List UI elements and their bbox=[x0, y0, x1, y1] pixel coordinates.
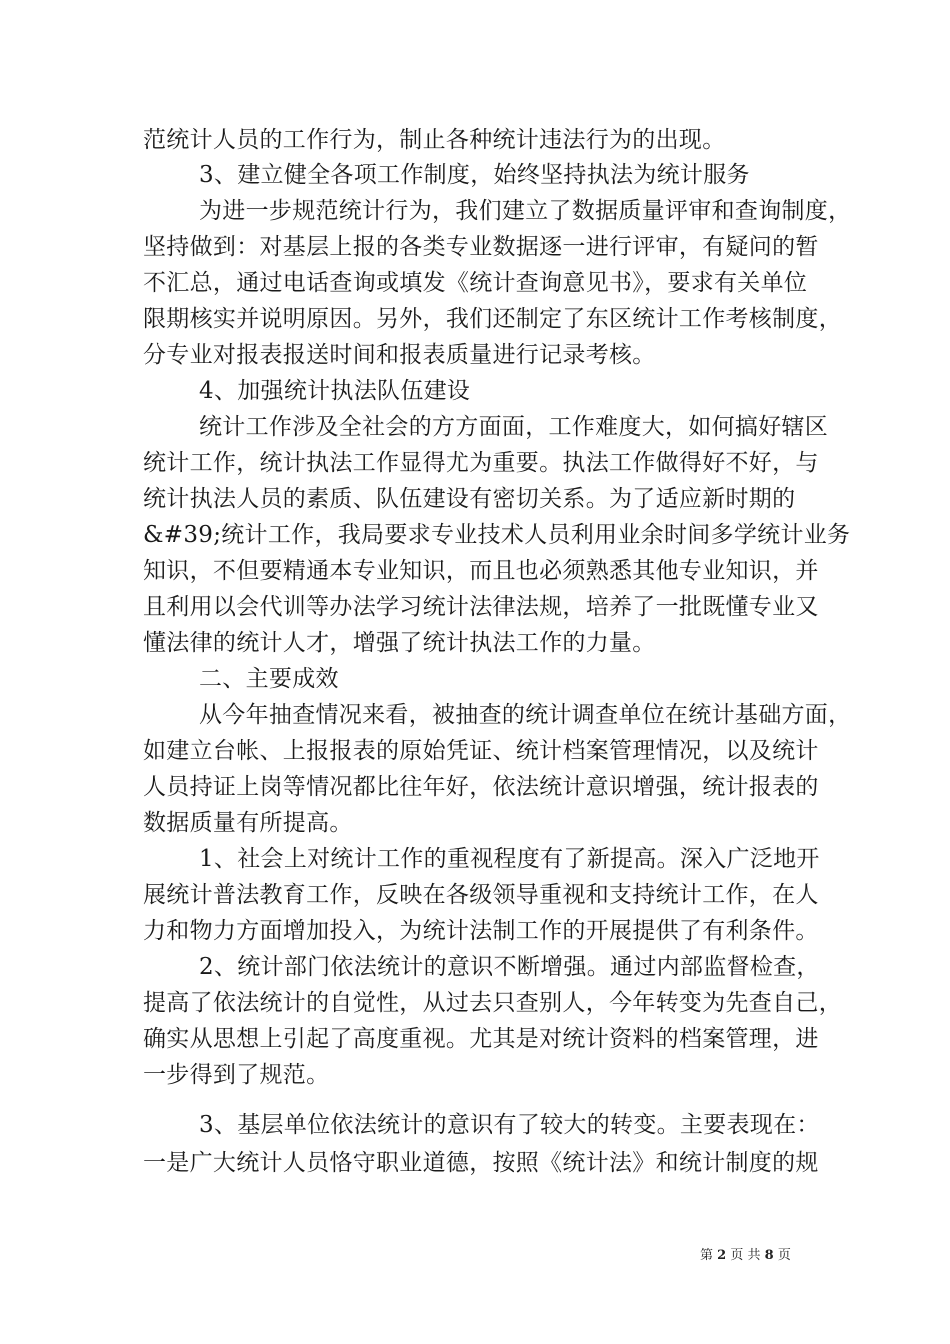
text-line: 力和物力方面增加投入，为统计法制工作的开展提供了有利条件。 bbox=[143, 918, 819, 944]
text-line: 限期核实并说明原因。另外，我们还制定了东区统计工作考核制度， bbox=[143, 306, 842, 332]
footer-prefix: 第 bbox=[700, 1248, 714, 1263]
text-line: 分专业对报表报送时间和报表质量进行记录考核。 bbox=[143, 342, 656, 368]
text-line: 数据质量有所提高。 bbox=[143, 810, 353, 836]
page-footer bbox=[700, 1247, 791, 1265]
text-line: 1、社会上对统计工作的重视程度有了新提高。深入广泛地开 bbox=[199, 846, 820, 872]
text-line: 如建立台帐、上报报表的原始凭证、统计档案管理情况，以及统计 bbox=[143, 738, 819, 764]
text-line: 懂法律的统计人才，增强了统计执法工作的力量。 bbox=[143, 630, 656, 656]
total-page-count: 8 bbox=[764, 1248, 774, 1263]
footer-suffix: 页 bbox=[777, 1248, 791, 1263]
text-line: 统计工作涉及全社会的方方面面，工作难度大，如何搞好辖区 bbox=[199, 414, 829, 440]
section-heading: 4、加强统计执法队伍建设 bbox=[199, 378, 471, 404]
text-line: 一是广大统计人员恪守职业道德，按照《统计法》和统计制度的规 bbox=[143, 1150, 819, 1176]
text-line: 坚持做到：对基层上报的各类专业数据逐一进行评审，有疑问的暂 bbox=[143, 234, 819, 260]
text-line: 统计工作，统计执法工作显得尤为重要。执法工作做得好不好，与 bbox=[143, 450, 819, 476]
text-line: 知识，不但要精通本专业知识，而且也必须熟悉其他专业知识，并 bbox=[143, 558, 819, 584]
footer-middle: 页 共 bbox=[730, 1248, 761, 1263]
text-line: &#39;统计工作，我局要求专业技术人员利用业余时间多学统计业务 bbox=[143, 522, 851, 548]
text-line: 2、统计部门依法统计的意识不断增强。通过内部监督检查， bbox=[199, 954, 820, 980]
text-line: 一步得到了规范。 bbox=[143, 1062, 330, 1088]
section-heading: 3、建立健全各项工作制度，始终坚持执法为统计服务 bbox=[199, 162, 750, 188]
section-heading: 二、主要成效 bbox=[199, 666, 339, 692]
text-line: 为进一步规范统计行为，我们建立了数据质量评审和查询制度， bbox=[199, 198, 852, 224]
text-line: 展统计普法教育工作，反映在各级领导重视和支持统计工作，在人 bbox=[143, 882, 819, 908]
text-line: 范统计人员的工作行为，制止各种统计违法行为的出现。 bbox=[143, 127, 726, 153]
text-line: 不汇总，通过电话查询或填发《统计查询意见书》，要求有关单位 bbox=[143, 270, 808, 296]
text-line: 统计执法人员的素质、队伍建设有密切关系。为了适应新时期的 bbox=[143, 486, 796, 512]
text-line: 从今年抽查情况来看，被抽查的统计调查单位在统计基础方面， bbox=[199, 702, 852, 728]
text-line: 人员持证上岗等情况都比往年好，依法统计意识增强，统计报表的 bbox=[143, 774, 819, 800]
text-line: 3、基层单位依法统计的意识有了较大的转变。主要表现在： bbox=[199, 1112, 820, 1138]
text-line: 且利用以会代训等办法学习统计法律法规，培养了一批既懂专业又 bbox=[143, 594, 819, 620]
text-line: 提高了依法统计的自觉性，从过去只查别人，今年转变为先查自己， bbox=[143, 990, 842, 1016]
current-page-number: 2 bbox=[717, 1248, 727, 1263]
text-line: 确实从思想上引起了高度重视。尤其是对统计资料的档案管理，进 bbox=[143, 1026, 819, 1052]
